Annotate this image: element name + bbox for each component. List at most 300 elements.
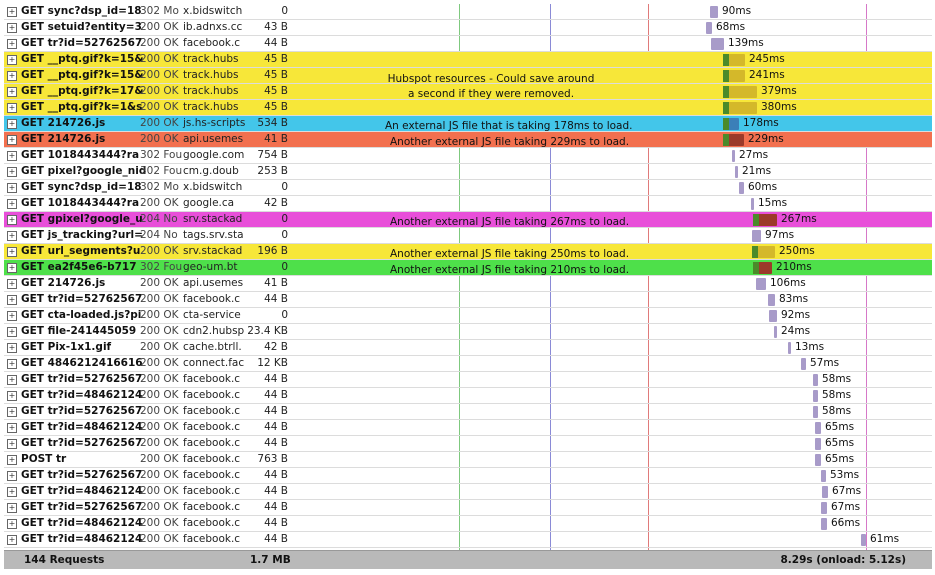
request-url xyxy=(21,148,139,163)
request-method: GET xyxy=(21,437,44,449)
request-domain: track.hubs xyxy=(183,101,239,113)
expand-toggle-icon[interactable]: + xyxy=(8,279,16,288)
request-size: 23.4 KB xyxy=(247,325,288,337)
request-status: 200 OK xyxy=(140,405,179,417)
timing-label: 13ms xyxy=(795,341,825,353)
request-domain: track.hubs xyxy=(183,69,239,81)
expand-toggle-icon[interactable]: + xyxy=(8,55,16,64)
expand-toggle-icon[interactable]: + xyxy=(8,295,16,304)
expand-toggle-icon[interactable]: + xyxy=(8,343,16,352)
request-method: GET xyxy=(21,245,44,257)
request-row[interactable] xyxy=(4,100,932,116)
request-method: GET xyxy=(21,53,44,65)
request-path: tr?id=52762567 xyxy=(47,37,143,49)
expand-toggle-icon[interactable]: + xyxy=(8,311,16,320)
timing-label: 67ms xyxy=(832,485,862,497)
timing-bar[interactable] xyxy=(821,518,827,530)
request-row[interactable] xyxy=(4,340,932,356)
request-row[interactable] xyxy=(4,52,932,68)
timing-bar[interactable] xyxy=(723,86,757,98)
request-status: 204 No xyxy=(140,213,178,225)
request-status: 200 OK xyxy=(140,245,179,257)
expand-toggle-icon[interactable]: + xyxy=(8,119,16,128)
timing-wait-segment xyxy=(753,214,759,226)
request-domain: track.hubs xyxy=(183,53,239,65)
request-url xyxy=(21,260,139,275)
request-method: GET xyxy=(21,469,44,481)
request-row[interactable] xyxy=(4,500,932,516)
timing-bar[interactable] xyxy=(756,278,766,290)
request-path: sync?dsp_id=18 xyxy=(47,5,142,17)
request-url xyxy=(21,308,142,323)
request-url xyxy=(21,388,143,403)
note-external-178: An external JS file that is taking 178ms to load. xyxy=(385,120,633,132)
request-row[interactable] xyxy=(4,324,932,340)
request-row[interactable] xyxy=(4,276,932,292)
request-status: 200 OK xyxy=(140,533,179,545)
expand-toggle-icon[interactable]: + xyxy=(8,7,16,16)
timing-label: 241ms xyxy=(749,69,785,81)
request-path: tr?id=48462124 xyxy=(47,517,143,529)
request-path: 214726.js xyxy=(47,133,106,145)
request-size: 534 B xyxy=(257,117,288,129)
timing-bar[interactable] xyxy=(861,534,866,546)
request-method: GET xyxy=(21,85,44,97)
request-method: GET xyxy=(21,533,44,545)
timing-bar[interactable] xyxy=(769,310,777,322)
request-method: GET xyxy=(21,261,44,273)
request-row[interactable] xyxy=(4,308,932,324)
timing-label: 210ms xyxy=(776,261,812,273)
request-row[interactable] xyxy=(4,516,932,532)
timing-bar[interactable] xyxy=(815,438,821,450)
request-method: POST xyxy=(21,453,53,465)
request-url xyxy=(21,196,139,211)
expand-toggle-icon[interactable]: + xyxy=(8,87,16,96)
request-row[interactable] xyxy=(4,196,932,212)
expand-toggle-icon[interactable]: + xyxy=(8,455,16,464)
request-domain: facebook.c xyxy=(183,405,241,417)
request-row[interactable] xyxy=(4,404,932,420)
request-size: 0 xyxy=(281,229,288,241)
request-size: 44 B xyxy=(264,517,288,529)
request-row[interactable] xyxy=(4,20,932,36)
request-url xyxy=(21,212,143,227)
request-method: GET xyxy=(21,213,44,225)
request-size: 41 B xyxy=(264,277,288,289)
request-url xyxy=(21,516,143,531)
request-domain: x.bidswitch xyxy=(183,5,243,17)
request-size: 0 xyxy=(281,181,288,193)
timing-label: 92ms xyxy=(781,309,811,321)
timing-bar[interactable] xyxy=(821,502,827,514)
expand-toggle-icon[interactable]: + xyxy=(8,439,16,448)
request-method: GET xyxy=(21,405,44,417)
request-status: 302 Fou xyxy=(140,165,183,177)
timing-bar[interactable] xyxy=(706,22,712,34)
timing-bar[interactable] xyxy=(815,454,821,466)
request-path: tr?id=52762567 xyxy=(47,469,143,481)
timing-bar[interactable] xyxy=(723,134,744,146)
request-path: 1018443444?ra xyxy=(47,149,140,161)
timing-bar[interactable] xyxy=(723,54,745,66)
timing-bar[interactable] xyxy=(751,198,754,210)
request-url xyxy=(21,164,147,179)
request-url xyxy=(21,500,143,515)
expand-toggle-icon[interactable]: + xyxy=(8,359,16,368)
expand-toggle-icon[interactable]: + xyxy=(8,503,16,512)
timing-bar[interactable] xyxy=(768,294,775,306)
request-url xyxy=(21,372,143,387)
timing-label: 61ms xyxy=(870,533,900,545)
request-domain: tags.srv.sta xyxy=(183,229,244,241)
request-method: GET xyxy=(21,165,44,177)
note-external-250: Another external JS file taking 250ms to load. xyxy=(390,248,630,260)
timing-bar[interactable] xyxy=(723,70,745,82)
request-status: 200 OK xyxy=(140,101,179,113)
timing-bar[interactable] xyxy=(774,326,777,338)
request-row[interactable] xyxy=(4,180,932,196)
request-path: __ptq.gif?k=17& xyxy=(47,85,144,97)
timing-label: 24ms xyxy=(781,325,811,337)
request-status: 200 OK xyxy=(140,325,179,337)
request-status: 200 OK xyxy=(140,85,179,97)
request-path: tr?id=48462124 xyxy=(47,421,143,433)
timing-label: 245ms xyxy=(749,53,785,65)
timing-label: 178ms xyxy=(743,117,779,129)
request-size: 42 B xyxy=(264,341,288,353)
timing-bar[interactable] xyxy=(801,358,806,370)
request-domain: cm.g.doub xyxy=(183,165,239,177)
request-size: 0 xyxy=(281,213,288,225)
timing-label: 27ms xyxy=(739,149,769,161)
request-status: 200 OK xyxy=(140,373,179,385)
timing-label: 267ms xyxy=(781,213,817,225)
request-status: 200 OK xyxy=(140,389,179,401)
timing-label: 58ms xyxy=(822,405,852,417)
request-url xyxy=(21,4,142,19)
note-external-210: Another external JS file taking 210ms to load. xyxy=(390,264,630,276)
timing-label: 60ms xyxy=(748,181,778,193)
request-domain: google.ca xyxy=(183,197,235,209)
expand-toggle-icon[interactable]: + xyxy=(8,519,16,528)
request-domain: facebook.c xyxy=(183,485,241,497)
request-method: GET xyxy=(21,357,44,369)
request-domain: cdn2.hubsp xyxy=(183,325,245,337)
timing-bar[interactable] xyxy=(813,374,818,386)
request-row[interactable] xyxy=(4,468,932,484)
request-status: 200 OK xyxy=(140,53,179,65)
request-url xyxy=(21,420,143,435)
request-url xyxy=(21,436,143,451)
timing-label: 65ms xyxy=(825,421,855,433)
request-domain: facebook.c xyxy=(183,517,241,529)
request-method: GET xyxy=(21,149,44,161)
request-url xyxy=(21,468,143,483)
request-path: 214726.js xyxy=(47,277,106,289)
request-row[interactable] xyxy=(4,4,932,20)
expand-toggle-icon[interactable]: + xyxy=(8,231,16,240)
request-size: 763 B xyxy=(257,453,288,465)
request-url xyxy=(21,52,144,67)
request-size: 44 B xyxy=(264,421,288,433)
expand-toggle-icon[interactable]: + xyxy=(8,135,16,144)
request-row[interactable] xyxy=(4,356,932,372)
timing-label: 21ms xyxy=(742,165,772,177)
timing-wait-segment xyxy=(752,246,758,258)
request-domain: facebook.c xyxy=(183,389,241,401)
timing-label: 106ms xyxy=(770,277,806,289)
request-status: 204 No xyxy=(140,229,178,241)
timing-label: 58ms xyxy=(822,389,852,401)
request-path: gpixel?google_u xyxy=(47,213,143,225)
request-method: GET xyxy=(21,341,44,353)
request-size: 44 B xyxy=(264,437,288,449)
request-domain: connect.fac xyxy=(183,357,245,369)
request-size: 44 B xyxy=(264,293,288,305)
timing-label: 90ms xyxy=(722,5,752,17)
timing-bar[interactable] xyxy=(723,102,757,114)
request-url xyxy=(21,484,143,499)
request-path: tr?id=48462124 xyxy=(47,485,143,497)
expand-toggle-icon[interactable]: + xyxy=(8,167,16,176)
expand-toggle-icon[interactable]: + xyxy=(8,39,16,48)
expand-toggle-icon[interactable]: + xyxy=(8,327,16,336)
request-size: 44 B xyxy=(264,405,288,417)
request-status: 200 OK xyxy=(140,341,179,353)
request-path: 4846212416616 xyxy=(47,357,143,369)
request-method: GET xyxy=(21,181,44,193)
request-path: cta-loaded.js?pi xyxy=(47,309,142,321)
request-domain: ib.adnxs.cc xyxy=(183,21,243,33)
request-path: __ptq.gif?k=15& xyxy=(47,69,144,81)
request-row[interactable] xyxy=(4,436,932,452)
request-row[interactable] xyxy=(4,388,932,404)
timing-label: 380ms xyxy=(761,101,797,113)
request-url xyxy=(21,132,139,147)
timing-wait-segment xyxy=(753,262,759,274)
request-row[interactable] xyxy=(4,228,932,244)
request-url xyxy=(21,452,139,467)
request-size: 41 B xyxy=(264,133,288,145)
request-status: 200 OK xyxy=(140,357,179,369)
request-row[interactable] xyxy=(4,148,932,164)
request-path: tr?id=52762567 xyxy=(47,437,143,449)
request-status: 302 Mo xyxy=(140,5,179,17)
request-status: 200 OK xyxy=(140,517,179,529)
request-path: Pix-1x1.gif xyxy=(47,341,112,353)
timing-bar[interactable] xyxy=(723,118,739,130)
timing-label: 15ms xyxy=(758,197,788,209)
request-domain: facebook.c xyxy=(183,37,241,49)
request-method: GET xyxy=(21,229,44,241)
request-path: 214726.js xyxy=(47,117,106,129)
request-domain: facebook.c xyxy=(183,533,241,545)
request-size: 196 B xyxy=(257,245,288,257)
request-path: tr?id=48462124 xyxy=(47,389,143,401)
request-domain: geo-um.bt xyxy=(183,261,238,273)
timing-bar[interactable] xyxy=(813,406,818,418)
request-row[interactable] xyxy=(4,532,932,548)
request-domain: cta-service xyxy=(183,309,241,321)
request-size: 44 B xyxy=(264,389,288,401)
request-domain: track.hubs xyxy=(183,85,239,97)
timing-wait-segment xyxy=(723,86,729,98)
request-row[interactable] xyxy=(4,36,932,52)
timing-bar[interactable] xyxy=(821,470,826,482)
request-status: 200 OK xyxy=(140,293,179,305)
request-status: 302 Fou xyxy=(140,149,183,161)
expand-toggle-icon[interactable]: + xyxy=(8,423,16,432)
timing-bar[interactable] xyxy=(813,390,818,402)
timing-wait-segment xyxy=(723,118,729,130)
request-status: 200 OK xyxy=(140,469,179,481)
request-row[interactable] xyxy=(4,420,932,436)
timing-label: 57ms xyxy=(810,357,840,369)
request-url xyxy=(21,276,139,291)
expand-toggle-icon[interactable]: + xyxy=(8,23,16,32)
request-path: 1018443444?ra xyxy=(47,197,140,209)
timing-bar[interactable] xyxy=(753,214,777,226)
request-domain: facebook.c xyxy=(183,469,241,481)
expand-toggle-icon[interactable]: + xyxy=(8,407,16,416)
request-domain: google.com xyxy=(183,149,245,161)
expand-toggle-icon[interactable]: + xyxy=(8,215,16,224)
request-status: 200 OK xyxy=(140,37,179,49)
request-count: 144 Requests xyxy=(24,554,105,566)
expand-toggle-icon[interactable]: + xyxy=(8,103,16,112)
request-row[interactable] xyxy=(4,372,932,388)
request-size: 754 B xyxy=(257,149,288,161)
expand-toggle-icon[interactable]: + xyxy=(8,183,16,192)
timing-label: 229ms xyxy=(748,133,784,145)
timing-label: 68ms xyxy=(716,21,746,33)
timing-label: 65ms xyxy=(825,453,855,465)
request-path: __ptq.gif?k=1&s xyxy=(47,101,143,113)
timing-bar[interactable] xyxy=(753,262,772,274)
timing-bar[interactable] xyxy=(739,182,744,194)
timing-wait-segment xyxy=(723,134,729,146)
timing-bar[interactable] xyxy=(815,422,821,434)
status-footer xyxy=(4,550,932,569)
request-url xyxy=(21,116,139,131)
timing-label: 53ms xyxy=(830,469,860,481)
request-status: 200 OK xyxy=(140,309,179,321)
expand-toggle-icon[interactable]: + xyxy=(8,375,16,384)
request-url xyxy=(21,324,139,339)
timing-wait-segment xyxy=(723,54,729,66)
timing-bar[interactable] xyxy=(752,246,775,258)
expand-toggle-icon[interactable]: + xyxy=(8,71,16,80)
request-size: 45 B xyxy=(264,53,288,65)
request-status: 302 Fou xyxy=(140,261,183,273)
timing-bar[interactable] xyxy=(710,6,718,18)
request-url xyxy=(21,356,143,371)
timing-label: 139ms xyxy=(728,37,764,49)
note-external-229: Another external JS file taking 229ms to load. xyxy=(390,136,630,148)
request-status: 200 OK xyxy=(140,133,179,145)
request-status: 200 OK xyxy=(140,453,179,465)
expand-toggle-icon[interactable]: + xyxy=(8,199,16,208)
request-domain: js.hs-scripts xyxy=(183,117,246,129)
timing-bar[interactable] xyxy=(711,38,724,50)
request-size: 253 B xyxy=(257,165,288,177)
timing-label: 66ms xyxy=(831,517,861,529)
request-status: 200 OK xyxy=(140,117,179,129)
request-path: pixel?google_nid xyxy=(47,165,147,177)
total-size: 1.7 MB xyxy=(250,554,291,566)
timing-bar[interactable] xyxy=(752,230,761,242)
timing-label: 67ms xyxy=(831,501,861,513)
request-url xyxy=(21,244,139,259)
request-method: GET xyxy=(21,293,44,305)
timing-label: 58ms xyxy=(822,373,852,385)
request-path: __ptq.gif?k=15& xyxy=(47,53,144,65)
request-method: GET xyxy=(21,69,44,81)
request-row[interactable] xyxy=(4,164,932,180)
request-path: url_segments?u xyxy=(47,245,141,257)
request-row[interactable] xyxy=(4,484,932,500)
timing-bar[interactable] xyxy=(732,150,735,162)
request-row[interactable] xyxy=(4,452,932,468)
request-method: GET xyxy=(21,309,44,321)
total-timing: 8.29s (onload: 5.12s) xyxy=(780,554,906,566)
request-size: 0 xyxy=(281,261,288,273)
request-domain: facebook.c xyxy=(183,421,241,433)
request-url xyxy=(21,228,143,243)
request-method: GET xyxy=(21,101,44,113)
request-size: 0 xyxy=(281,5,288,17)
timing-label: 250ms xyxy=(779,245,815,257)
request-domain: api.usemes xyxy=(183,277,244,289)
request-size: 45 B xyxy=(264,101,288,113)
request-path: file-241445059 xyxy=(47,325,137,337)
note-external-267: Another external JS file taking 267ms to load. xyxy=(390,216,630,228)
request-domain: cache.btrll. xyxy=(183,341,242,353)
expand-toggle-icon[interactable]: + xyxy=(8,487,16,496)
timing-bar[interactable] xyxy=(822,486,828,498)
request-row[interactable] xyxy=(4,292,932,308)
request-path: ea2f45e6-b717 xyxy=(47,261,137,273)
request-size: 44 B xyxy=(264,373,288,385)
expand-toggle-icon[interactable]: + xyxy=(8,535,16,544)
request-method: GET xyxy=(21,197,44,209)
request-path: sync?dsp_id=18 xyxy=(47,181,142,193)
request-status: 200 OK xyxy=(140,69,179,81)
expand-toggle-icon[interactable]: + xyxy=(8,391,16,400)
request-url xyxy=(21,68,144,83)
request-size: 44 B xyxy=(264,485,288,497)
timing-bar[interactable] xyxy=(735,166,738,178)
request-method: GET xyxy=(21,325,44,337)
request-size: 43 B xyxy=(264,21,288,33)
timing-label: 83ms xyxy=(779,293,809,305)
request-url xyxy=(21,292,143,307)
request-domain: facebook.c xyxy=(183,373,241,385)
expand-toggle-icon[interactable]: + xyxy=(8,263,16,272)
expand-toggle-icon[interactable]: + xyxy=(8,151,16,160)
expand-toggle-icon[interactable]: + xyxy=(8,247,16,256)
request-status: 200 OK xyxy=(140,501,179,513)
request-size: 44 B xyxy=(264,533,288,545)
request-size: 45 B xyxy=(264,69,288,81)
request-path: tr?id=52762567 xyxy=(47,501,143,513)
request-domain: srv.stackad xyxy=(183,245,243,257)
timing-bar[interactable] xyxy=(788,342,791,354)
request-domain: srv.stackad xyxy=(183,213,243,225)
request-size: 45 B xyxy=(264,85,288,97)
expand-toggle-icon[interactable]: + xyxy=(8,471,16,480)
